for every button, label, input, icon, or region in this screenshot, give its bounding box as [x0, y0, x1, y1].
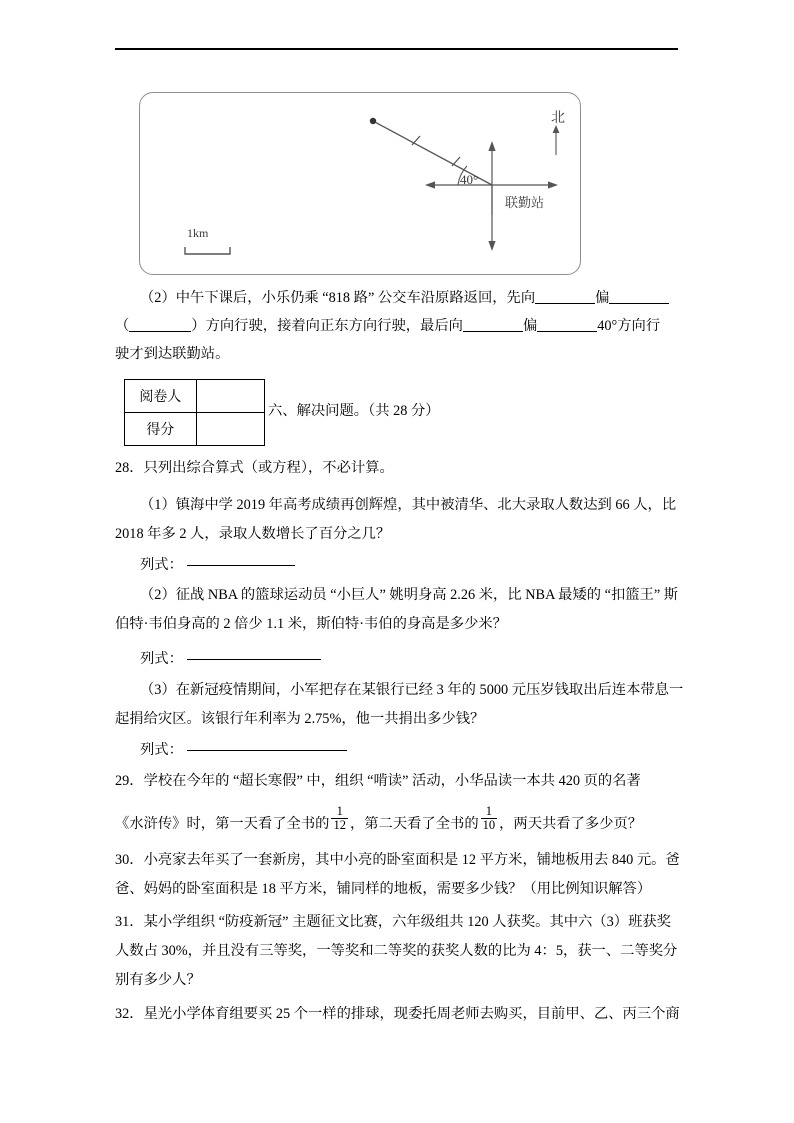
table-row — [125, 413, 265, 446]
answer-blank-2[interactable] — [187, 659, 321, 660]
fraction-one-twelfth — [331, 805, 348, 832]
question31-line1: 31．某小学组织 “防疫新冠” 主题征文比赛，六年级组共 120 人获奖。其中六（3）班获奖 — [115, 914, 671, 930]
table-row — [125, 380, 265, 413]
question29-line2 — [115, 804, 643, 838]
answer-blank-3[interactable] — [187, 750, 347, 751]
grader-score-table — [124, 379, 265, 446]
question2-line2-text-a: （ — [115, 318, 130, 334]
question30-line2: 爸、妈妈的卧室面积是 18 平方米，铺同样的地板，需要多少钱？（用比例知识解答） — [115, 881, 652, 897]
station-label: 联勤站 — [505, 195, 545, 210]
fraction-denominator: 10 — [482, 818, 496, 833]
route-endpoint-dot — [370, 118, 376, 124]
question29-text-a: 《水浒传》时，第一天看了全书的 — [115, 815, 330, 832]
fraction-numerator: 1 — [331, 805, 348, 819]
question32-line1: 32．星光小学体育组要买 25 个一样的排球，现委托周老师去购买，目前甲、乙、丙三个商 — [115, 1006, 680, 1022]
fraction-one-tenth — [481, 805, 498, 832]
question29-text-c: ，两天共看了多少页？ — [499, 815, 643, 832]
grader-label-cell: 阅卷人 — [125, 380, 197, 413]
question28-answer-2 — [140, 652, 321, 666]
question29-line1: 29．学校在今年的 “超长寒假” 中，组织 “啃读” 活动，小华品读一本共 420 页的名著 — [115, 773, 641, 789]
question28-sub3-line1: （3）在新冠疫情期间，小军把存在某银行已经 3 年的 5000 元压岁钱取出后连本带息一 — [140, 682, 684, 698]
question28-sub1-line1: （1）镇海中学 2019 年高考成绩再创辉煌，其中被清华、北大录取人数达到 66 人，比 — [140, 497, 677, 513]
question29-text-b: ，第二天看了全书的 — [349, 815, 479, 832]
scale-label: 1km — [187, 226, 209, 240]
question2-line2-text-d: 40°方向行 — [597, 318, 661, 334]
direction-map-figure — [139, 92, 581, 275]
answer-label: 列式： — [140, 557, 183, 573]
question28-sub3-line2: 起捐给灾区。该银行年利率为 2.75%，他一共捐出多少钱？ — [115, 711, 485, 727]
question2-line2 — [115, 319, 660, 333]
question28-stem: 28．只列出综合算式（或方程），不必计算。 — [115, 460, 394, 476]
question28-sub2-line2: 伯特·韦伯身高的 2 倍少 1.1 米，斯伯特·韦伯的身高是多少米？ — [115, 616, 507, 632]
question2-line1-text-b: 偏 — [595, 290, 610, 306]
question31-line2: 人数占 30%，并且没有三等奖，一等奖和二等奖的获奖人数的比为 4：5，获一、二等奖分 — [115, 943, 678, 959]
question2-line1-text-a: （2）中午下课后，小乐仍乘 “818 路” 公交车沿原路返回，先向 — [140, 290, 536, 306]
question28-answer-3 — [140, 743, 347, 757]
question28-answer-1 — [140, 558, 295, 572]
question2-blank-4[interactable] — [463, 331, 523, 332]
question2-line3: 驶才到达联勤站。 — [115, 346, 230, 362]
question2-blank-3[interactable] — [129, 331, 191, 332]
section-heading: 六、解决问题。（共 28 分） — [268, 403, 440, 419]
fraction-denominator: 12 — [333, 818, 346, 833]
angle-label: 40° — [460, 172, 479, 187]
question31-line3: 别有多少人？ — [115, 972, 201, 988]
north-label: 北 — [551, 111, 565, 126]
score-label-cell: 得分 — [125, 413, 197, 446]
question30-line1: 30．小亮家去年买了一套新房，其中小亮的卧室面积是 12 平方米，铺地板用去 840 元。爸 — [115, 852, 680, 868]
north-arrow-icon — [553, 125, 560, 155]
answer-blank-1[interactable] — [187, 565, 295, 566]
question2-line2-text-b: ）方向行驶，接着向正东方向行驶，最后向 — [191, 318, 463, 334]
question2-blank-1[interactable] — [535, 303, 595, 304]
answer-label: 列式： — [140, 651, 183, 667]
question2-line2-text-c: 偏 — [522, 318, 538, 334]
score-value-cell[interactable] — [196, 413, 264, 446]
question2-line1 — [140, 291, 669, 305]
question2-blank-5[interactable] — [537, 331, 597, 332]
answer-label: 列式： — [140, 742, 183, 758]
question2-blank-2[interactable] — [609, 303, 669, 304]
question28-sub1-line2: 2018 年多 2 人，录取人数增长了百分之几？ — [115, 526, 391, 542]
fraction-numerator: 1 — [481, 805, 498, 819]
header-divider-rule — [115, 48, 678, 50]
grader-value-cell[interactable] — [196, 380, 264, 413]
scale-bar-icon — [182, 245, 234, 257]
question28-sub2-line1: （2）征战 NBA 的篮球运动员 “小巨人” 姚明身高 2.26 米，比 NBA 最矮的 “扣篮王” 斯 — [140, 587, 679, 603]
